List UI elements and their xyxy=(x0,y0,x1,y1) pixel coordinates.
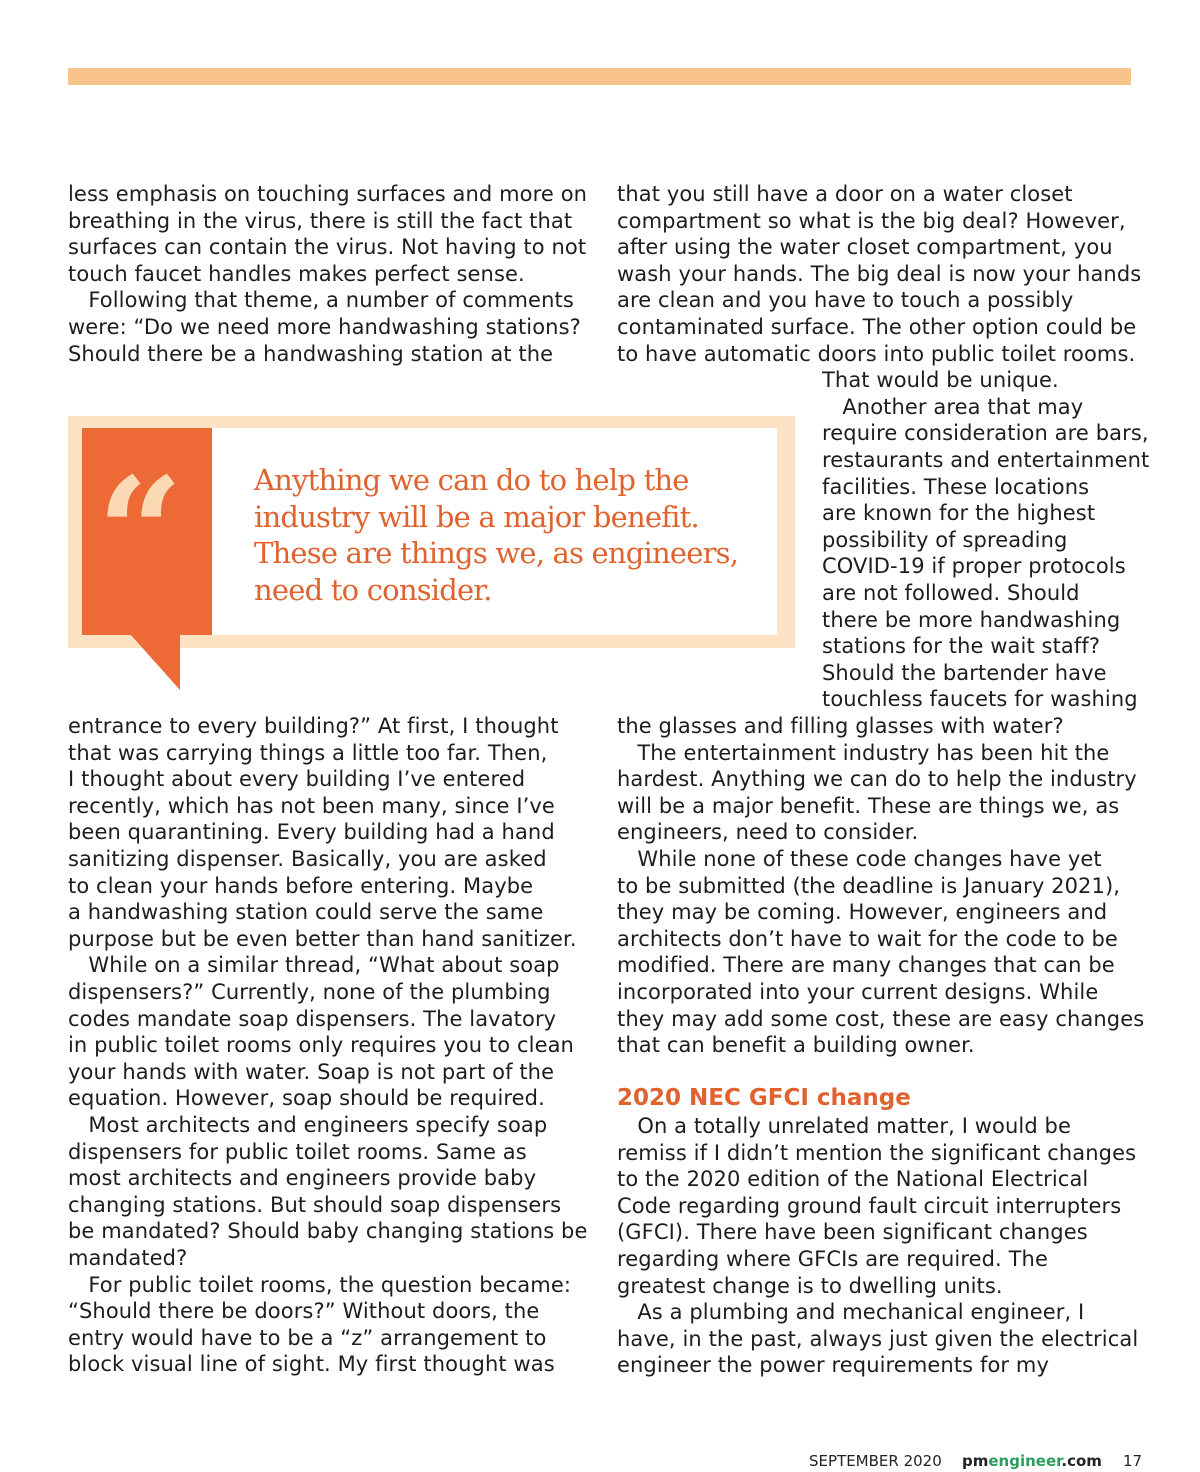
pull-quote-line: need to consider. xyxy=(254,572,492,607)
pull-quote xyxy=(254,462,764,608)
body-text-line: that was carrying things a little too far. Then, xyxy=(68,740,548,765)
body-text-line: (GFCI). There have been significant changes xyxy=(617,1220,1088,1245)
body-text-line: to clean your hands before entering. Maybe xyxy=(68,873,534,898)
body-text-line: On a totally unrelated matter, I would be xyxy=(617,1114,1072,1138)
body-text-line: wash your hands. The big deal is now your hands xyxy=(617,261,1142,286)
pull-quote-line: These are things we, as engineers, xyxy=(254,536,739,570)
quote-mark-icon: “ xyxy=(97,445,184,621)
body-text-line: Should the bartender have xyxy=(822,660,1107,685)
body-text-line: your hands with water. Soap is not part of the xyxy=(68,1059,555,1084)
body-text-line: mandated? xyxy=(68,1246,188,1270)
body-text-line: in public toilet rooms only requires you to clean xyxy=(68,1033,574,1058)
body-text-line: purpose but be even better than hand sanitizer. xyxy=(68,926,577,951)
body-text-line: are not followed. Should xyxy=(822,581,1080,605)
body-text-line: I thought about every building I’ve entered xyxy=(68,767,526,792)
site-url xyxy=(962,1452,1102,1470)
body-text-line: have, in the past, always just given the electrical xyxy=(617,1326,1139,1351)
page-number: 17 xyxy=(1123,1452,1143,1470)
body-text-line: architects don’t have to wait for the code to be xyxy=(617,926,1118,951)
body-text-line: dispensers for public toilet rooms. Same as xyxy=(68,1139,527,1164)
body-text-line: COVID-19 if proper protocols xyxy=(822,554,1126,579)
body-text-line: remiss if I didn’t mention the significant changes xyxy=(617,1140,1137,1165)
body-text-line: will be a major benefit. These are things we, as xyxy=(617,793,1120,818)
site-url-prefix: pm xyxy=(962,1452,989,1470)
body-text-line: equation. However, soap should be required. xyxy=(68,1086,545,1111)
body-text-line: dispensers?” Currently, none of the plumbing xyxy=(68,980,551,1004)
body-text-line: be mandated? Should baby changing stations be xyxy=(68,1219,588,1244)
body-text-line: restaurants and entertainment xyxy=(822,448,1150,472)
body-text-line: modified. There are many changes that can be xyxy=(617,953,1115,978)
body-text-line: That would be unique. xyxy=(822,368,1059,393)
body-text-line: require consideration are bars, xyxy=(822,421,1149,446)
body-text-line: that can benefit a building owner. xyxy=(617,1033,975,1058)
body-text-line: engineer the power requirements for my xyxy=(617,1353,1050,1378)
body-text-line: possibility of spreading xyxy=(822,527,1068,552)
body-text-line: While none of these code changes have yet xyxy=(617,847,1102,871)
body-text-line: recently, which has not been many, since I’ve xyxy=(68,793,555,818)
pull-quote-line: Anything we can do to help the xyxy=(254,463,689,497)
body-text-line: to be submitted (the deadline is January 2021), xyxy=(617,873,1121,898)
body-text-line: most architects and engineers provide baby xyxy=(68,1166,537,1191)
body-text-line: the glasses and filling glasses with water? xyxy=(617,714,1064,738)
body-text-line: hardest. Anything we can do to help the industry xyxy=(617,767,1137,792)
body-text-line: after using the water closet compartment, you xyxy=(617,235,1113,260)
body-text-line: stations for the wait staff? xyxy=(822,634,1101,659)
body-text-line: incorporated into your current designs. While xyxy=(617,980,1099,1004)
body-text-line: The entertainment industry has been hit the xyxy=(617,740,1110,765)
body-text-line: facilities. These locations xyxy=(822,474,1090,499)
body-text-line: As a plumbing and mechanical engineer, I xyxy=(617,1300,1085,1325)
body-text-line: a handwashing station could serve the same xyxy=(68,900,544,925)
body-text-line: engineers, need to consider. xyxy=(617,820,919,845)
body-text-line: surfaces can contain the virus. Not having to not xyxy=(68,235,587,260)
body-text-line: are known for the highest xyxy=(822,501,1096,526)
body-text-line: less emphasis on touching surfaces and more on xyxy=(68,182,588,206)
body-text-line: are clean and you have to touch a possibly xyxy=(617,288,1074,313)
body-text-line: While on a similar thread, “What about soap xyxy=(68,953,560,978)
section-heading: 2020 NEC GFCI change xyxy=(617,1085,911,1111)
body-text-line: compartment so what is the big deal? However, xyxy=(617,208,1126,233)
body-text-line: Most architects and engineers specify soap xyxy=(68,1113,548,1137)
body-text-line: For public toilet rooms, the question became: xyxy=(68,1272,572,1297)
body-text-line: were: “Do we need more handwashing stations? xyxy=(68,315,581,339)
body-text-line: they may be coming. However, engineers and xyxy=(617,900,1108,925)
body-text-line: entry would have to be a “z” arrangement to xyxy=(68,1325,547,1350)
body-text-line: block visual line of sight. My first thought was xyxy=(68,1352,555,1377)
body-text-line: touch faucet handles makes perfect sense. xyxy=(68,261,525,286)
body-text-line: changing stations. But should soap dispensers xyxy=(68,1192,562,1217)
site-url-suffix: .com xyxy=(1061,1452,1102,1470)
site-url-accent: engineer xyxy=(988,1452,1062,1470)
body-text-line: regarding where GFCIs are required. The xyxy=(617,1247,1048,1271)
accent-bar xyxy=(68,68,1131,85)
pull-quote-line: industry will be a major benefit. xyxy=(254,499,699,534)
body-text-line: touchless faucets for washing xyxy=(822,687,1138,712)
body-text-line: greatest change is to dwelling units. xyxy=(617,1273,1003,1298)
body-text-line: Should there be a handwashing station at the xyxy=(68,341,554,366)
body-text-line: breathing in the virus, there is still the fact that xyxy=(68,208,573,233)
body-text-line: entrance to every building?” At first, I thought xyxy=(68,714,559,738)
body-text-line: Code regarding ground fault circuit interrupters xyxy=(617,1193,1122,1218)
body-text-line: there be more handwashing xyxy=(822,607,1121,632)
body-text-line: “Should there be doors?” Without doors, the xyxy=(68,1299,540,1324)
body-text-line: codes mandate soap dispensers. The lavatory xyxy=(68,1006,557,1031)
body-text-line: to have automatic doors into public toilet rooms. xyxy=(617,341,1136,366)
body-text-line: that you still have a door on a water closet xyxy=(617,182,1073,206)
body-text-line: sanitizing dispenser. Basically, you are asked xyxy=(68,847,547,871)
body-text-line: Another area that may xyxy=(822,394,1084,419)
issue-date: SEPTEMBER 2020 xyxy=(809,1452,942,1470)
body-text-line: Following that theme, a number of comments xyxy=(68,288,574,313)
body-text-line: been quarantining. Every building had a hand xyxy=(68,820,555,845)
body-text-line: they may add some cost, these are easy changes xyxy=(617,1006,1145,1031)
body-text-line: to the 2020 edition of the National Electrical xyxy=(617,1167,1089,1192)
body-text-line: contaminated surface. The other option could be xyxy=(617,315,1137,339)
